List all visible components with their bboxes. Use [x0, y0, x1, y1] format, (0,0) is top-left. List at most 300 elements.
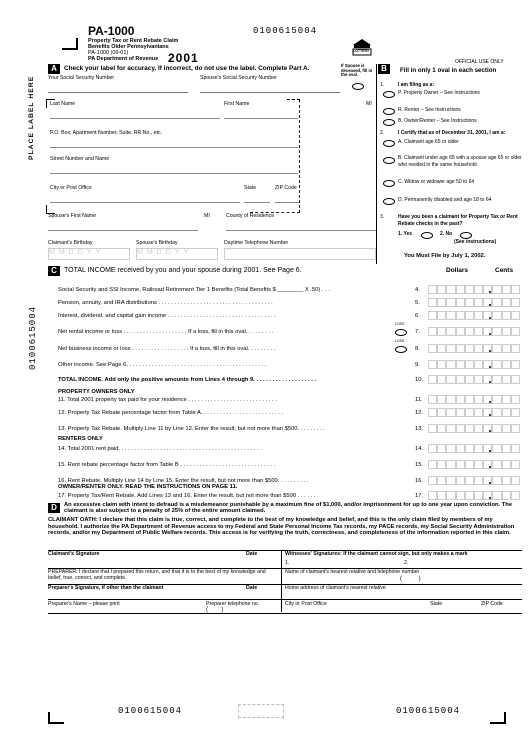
- income-line-number: 7.: [415, 329, 420, 335]
- digit-box: [465, 311, 474, 320]
- filing-renter-oval[interactable]: [383, 108, 395, 115]
- q2-number: 2.: [380, 130, 385, 136]
- income-line-number: 5.: [415, 300, 420, 306]
- digit-box: [502, 344, 511, 353]
- digit-box: [511, 327, 520, 336]
- po-box-label: P.O. Box, Apartment Number, Suite, RR No., etc.: [50, 130, 163, 136]
- form-title-2: Benefits Older Pennsylvanians: [88, 44, 169, 50]
- digit-box: [502, 460, 511, 469]
- income-line-text: 17. Property Tax/Rent Rebate. Add Lines 13 and 16. Enter the result, but not more than $500 . . . . . .: [58, 493, 316, 499]
- widow-oval[interactable]: [383, 180, 395, 187]
- line7-loss-oval[interactable]: [395, 329, 407, 336]
- spouse-first-label: Spouse's First Name: [48, 213, 96, 219]
- digit-box: [483, 344, 492, 353]
- digit-box: [474, 408, 483, 417]
- registration-mark-bottom-right: [490, 712, 506, 724]
- digit-box: [446, 360, 455, 369]
- digit-box: [437, 395, 446, 404]
- digit-box: [502, 476, 511, 485]
- digit-box: [428, 491, 437, 500]
- first-name-label: First Name: [224, 101, 250, 107]
- spouse-birthday-input[interactable]: MMDDYY: [136, 248, 218, 260]
- digit-box: [428, 408, 437, 417]
- decimal-point: [489, 414, 491, 416]
- digit-box: [474, 344, 483, 353]
- digit-box: [437, 444, 446, 453]
- filing-owner-oval[interactable]: [383, 91, 395, 98]
- digit-box: [492, 395, 501, 404]
- q3-no-label: 2. No: [440, 231, 453, 237]
- zip-label: ZIP Code: [275, 185, 297, 191]
- digit-box: [474, 311, 483, 320]
- digit-box: [492, 476, 501, 485]
- filing-owner-renter-oval[interactable]: [383, 119, 395, 126]
- digit-box: [465, 395, 474, 404]
- digit-box: [465, 327, 474, 336]
- digit-box: [474, 298, 483, 307]
- age-65-oval[interactable]: [383, 140, 395, 147]
- digit-box: [465, 375, 474, 384]
- digit-box: [483, 476, 492, 485]
- digit-box: [474, 360, 483, 369]
- digit-box: [502, 327, 511, 336]
- spouse-65-label: B. Claimant under age 65 with a spouse age 65 or older who resided in the same household: [398, 155, 522, 168]
- income-line-number: 9.: [415, 362, 420, 368]
- digit-box: [483, 311, 492, 320]
- digit-box: [511, 375, 520, 384]
- digit-box: [483, 460, 492, 469]
- birthday-label: Claimant's Birthday: [48, 240, 93, 246]
- decimal-point: [489, 350, 491, 352]
- q1-text: I am filing as a:: [398, 82, 435, 88]
- digit-box: [502, 444, 511, 453]
- digit-box: [492, 444, 501, 453]
- spouse-mi-label: MI: [204, 213, 210, 219]
- digit-box: [446, 460, 455, 469]
- tax-year: 2001: [168, 51, 199, 65]
- digit-box: [437, 285, 446, 294]
- digit-box: [474, 327, 483, 336]
- digit-box: [437, 460, 446, 469]
- filing-renter-label: R. Renter – See Instructions: [398, 107, 461, 113]
- digit-box: [502, 298, 511, 307]
- home-address-label: Home address of claimant's nearest relative: [285, 585, 386, 591]
- digit-box: [483, 375, 492, 384]
- ssn-label: Your Social Security Number: [48, 75, 115, 81]
- line8-loss-oval[interactable]: [395, 346, 407, 353]
- digit-box: [502, 285, 511, 294]
- phone-label: Daytime Telephone Number: [224, 240, 289, 246]
- spouse-ssn-input[interactable]: [200, 82, 340, 93]
- income-line-text: Net business income or loss . . . . . . . . . . . . . . . . . . If a loss, fill in this oval. . . . . . . . .: [58, 346, 276, 352]
- section-a-letter: A: [48, 64, 60, 74]
- section-b-heading: Fill in only 1 oval in each section: [400, 67, 497, 74]
- loss-label-7: LOSS: [395, 322, 405, 326]
- dollars-label: Dollars: [446, 267, 469, 274]
- decimal-point: [489, 291, 491, 293]
- spouse-ssn-label: Spouse's Social Security Number: [200, 75, 277, 81]
- digit-box: [428, 444, 437, 453]
- income-line-text: Interest, dividend, and capital gain income . . . . . . . . . . . . . . . . . . . . . . . . . . . . . . . . . .: [58, 313, 276, 319]
- digit-box: [446, 311, 455, 320]
- income-line-number: 8.: [415, 346, 420, 352]
- section-b-divider: [376, 64, 377, 264]
- digit-box: [446, 298, 455, 307]
- q3-note: (See instructions): [454, 239, 497, 245]
- digit-box: [446, 344, 455, 353]
- digit-box: [456, 395, 465, 404]
- spouse-65-oval[interactable]: [383, 157, 395, 164]
- digit-box: [492, 285, 501, 294]
- income-line-number: 17.: [415, 493, 424, 499]
- cents-label: Cents: [495, 267, 514, 274]
- digit-box: [483, 360, 492, 369]
- amount-input[interactable]: [428, 344, 520, 353]
- digit-box: [474, 491, 483, 500]
- q3-no-oval[interactable]: [460, 232, 472, 239]
- digit-box: [465, 360, 474, 369]
- relative-phone-paren: ( ): [400, 576, 421, 582]
- digit-box: [511, 408, 520, 417]
- age-65-label: A. Claimant age 65 or older: [398, 139, 459, 145]
- decimal-point: [489, 366, 491, 368]
- digit-box: [474, 476, 483, 485]
- street-label: Street Number and Name: [50, 156, 110, 162]
- digit-box: [428, 375, 437, 384]
- digit-box: [437, 424, 446, 433]
- digit-box: [483, 327, 492, 336]
- q3-yes-oval[interactable]: [421, 232, 433, 239]
- state-label: State: [244, 185, 257, 191]
- spouse-birthday-label: Spouse's Birthday: [136, 240, 178, 246]
- city-input[interactable]: [50, 192, 240, 203]
- income-line-number: 15.: [415, 462, 424, 468]
- preparer-phone-label: Preparer telephone no.: [206, 601, 260, 607]
- digit-box: [437, 408, 446, 417]
- amount-input[interactable]: [428, 460, 520, 469]
- income-line-text: Social Security and SSI Income, Railroad Retirement Tier 1 Benefits (Total Benefits $ ________ X .50) . . .: [58, 287, 330, 293]
- sig-rule-bottom: [48, 613, 522, 614]
- fraud-warning: An excessive claim with intent to defraud is a misdemeanor punishable by a maximum fine of $1,000, and/or imprisonment for up to one year upon conviction. The claimant is also subject to a penalty of 25% of the entire amount claimed.: [64, 502, 513, 515]
- digit-box: [502, 491, 511, 500]
- digit-box: [446, 476, 455, 485]
- digit-box: [483, 444, 492, 453]
- claimant-oath: CLAIMANT OATH: I declare that this claim is true, correct, and complete to the best of my knowledge and belief, and this is the only claim filed by members of my household. I authorize the PA Department of Revenue access to my Federal and State Personal Income Tax records, my PACE records, my Social Security Administration records, and/or my Department of Public Welfare records. This access is for verifying the truth, correctness, and completeness of the information reported in this claim.: [48, 517, 515, 537]
- income-line-number: 14.: [415, 446, 424, 452]
- digit-box: [428, 460, 437, 469]
- digit-box: [502, 360, 511, 369]
- form-title-1: Property Tax or Rent Rebate Claim: [88, 38, 179, 44]
- digit-box: [465, 424, 474, 433]
- digit-box: [492, 298, 501, 307]
- digit-box: [511, 311, 520, 320]
- digit-box: [456, 298, 465, 307]
- footer-scan-box: [238, 704, 284, 718]
- digit-box: [437, 327, 446, 336]
- digit-box: [492, 375, 501, 384]
- barcode-number-bottom-right: 0100615004: [396, 706, 461, 716]
- digit-box: [428, 285, 437, 294]
- digit-box: [456, 460, 465, 469]
- preparer-declaration: PREPARER: I declare that I prepared this return, and that it is to the best of my knowledge and belief, true, correct, and complete.: [48, 569, 266, 581]
- digit-box: [492, 327, 501, 336]
- digit-box: [474, 424, 483, 433]
- income-line-number: 11.: [415, 397, 423, 403]
- decimal-point: [489, 450, 491, 452]
- digit-box: [511, 395, 520, 404]
- digit-box: [428, 311, 437, 320]
- digit-box: [465, 444, 474, 453]
- income-line-number: 10.: [415, 377, 424, 383]
- ssn-input[interactable]: [48, 82, 188, 93]
- digit-box: [492, 424, 501, 433]
- barcode-number-bottom-left: 0100615004: [118, 706, 183, 716]
- preparer-sig-label: Preparer's Signature, if other than the claimant: [48, 585, 164, 591]
- digit-box: [502, 311, 511, 320]
- digit-box: [502, 408, 511, 417]
- amount-input[interactable]: [428, 395, 520, 404]
- digit-box: [474, 460, 483, 469]
- digit-box: [502, 424, 511, 433]
- digit-box: [511, 476, 520, 485]
- spouse-deceased-oval[interactable]: [352, 83, 364, 90]
- lottery-logo: LOTTERY: [350, 38, 374, 58]
- decimal-point: [489, 430, 491, 432]
- q3-text: Have you been a claimant for Property Tax or Rent Rebate checks in the past?: [398, 214, 518, 227]
- income-line-number: 6.: [415, 313, 420, 319]
- state-input[interactable]: [244, 192, 270, 203]
- spouse-deceased-label: If Spouse is deceased, fill in the oval.: [341, 63, 373, 78]
- official-use-label: OFFICIAL USE ONLY: [455, 59, 504, 65]
- side-barcode: 0100615004: [28, 305, 38, 370]
- digit-box: [474, 285, 483, 294]
- income-line-text: 12. Property Tax Rebate percentage factor from Table A. . . . . . . . . . . . . . . . . . . . . . . . . .: [58, 410, 283, 416]
- section-d-letter: D: [48, 503, 60, 513]
- mi-label: MI: [366, 101, 372, 107]
- registration-mark-bottom-left: [48, 712, 64, 724]
- amount-input[interactable]: [428, 360, 520, 369]
- renters-only-heading: RENTERS ONLY: [58, 436, 103, 442]
- digit-box: [465, 408, 474, 417]
- amount-input[interactable]: [428, 491, 520, 500]
- decimal-point: [489, 466, 491, 468]
- digit-box: [456, 285, 465, 294]
- digit-box: [465, 491, 474, 500]
- digit-box: [492, 460, 501, 469]
- digit-box: [474, 444, 483, 453]
- section-c-heading: TOTAL INCOME received by you and your spouse during 2001. See Page 6.: [64, 267, 302, 274]
- phone-input[interactable]: [224, 248, 376, 260]
- income-line-text: 16. Rent Rebate. Multiply Line 14 by Line 15. Enter the result, but not more than $500. . . . . . . . . .: [58, 478, 309, 484]
- digit-box: [492, 311, 501, 320]
- disabled-label: D. Permanently disabled and age 18 to 64: [398, 197, 492, 203]
- claimant-signature-input[interactable]: [48, 558, 278, 568]
- digit-box: [437, 360, 446, 369]
- form-code: PA-1000 (09-01): [88, 50, 129, 56]
- income-line-text: 11. Total 2001 property tax paid for your residence . . . . . . . . . . . . . . . . . . . . . . . . . . . .: [58, 397, 277, 403]
- label-dashed-right: [299, 105, 300, 213]
- filing-owner-renter-label: B. Owner/Renter – See Instructions: [398, 118, 477, 124]
- digit-box: [446, 375, 455, 384]
- income-line-text: Pension, annuity, and IRA distributions . . . . . . . . . . . . . . . . . . . . . . . . . . . . . . . . . . . .: [58, 300, 273, 306]
- county-input[interactable]: [226, 220, 376, 231]
- section-c-letter: C: [48, 266, 60, 276]
- relative-city-label: City or Post Office: [285, 601, 327, 607]
- nearest-relative-label: Name of claimant's nearest relative and telephone number: [285, 569, 420, 575]
- digit-box: [456, 327, 465, 336]
- digit-box: [511, 491, 520, 500]
- digit-box: [428, 298, 437, 307]
- income-line-text: 15. Rent rebate percentage factor from Table B . . . . . . . . . . . . . . . . . . . . . . . . . . . . . .: [58, 462, 276, 468]
- amount-input[interactable]: [428, 285, 520, 294]
- claimant-sig-label: Claimant's Signature: [48, 551, 100, 557]
- digit-box: [456, 476, 465, 485]
- decimal-point: [489, 401, 491, 403]
- form-number: PA-1000: [88, 24, 135, 38]
- digit-box: [465, 344, 474, 353]
- owners-only-heading: PROPERTY OWNERS ONLY: [58, 389, 135, 395]
- digit-box: [446, 408, 455, 417]
- digit-box: [502, 395, 511, 404]
- disabled-oval[interactable]: [383, 198, 395, 205]
- amount-input[interactable]: [428, 375, 520, 384]
- income-line-number: 4.: [415, 287, 420, 293]
- digit-box: [437, 476, 446, 485]
- digit-box: [456, 360, 465, 369]
- digit-box: [428, 344, 437, 353]
- amount-input[interactable]: [428, 408, 520, 417]
- preparer-name-label: Preparer's Name – please print: [48, 601, 120, 607]
- po-box-input[interactable]: [50, 137, 298, 148]
- claimant-date-label: Date: [246, 551, 258, 557]
- digit-box: [511, 285, 520, 294]
- digit-box: [456, 311, 465, 320]
- decimal-point: [489, 333, 491, 335]
- spouse-first-input[interactable]: [48, 220, 198, 231]
- digit-box: [483, 408, 492, 417]
- barcode-number-top: 0100615004: [253, 26, 318, 36]
- income-line-text: Net rental income or loss . . . . . . . . . . . . . . . . . . . . If a loss, fill in this oval. . . . . . . . .: [58, 329, 274, 335]
- digit-box: [465, 460, 474, 469]
- section-b-letter: B: [378, 64, 390, 74]
- digit-box: [492, 360, 501, 369]
- digit-box: [483, 395, 492, 404]
- digit-box: [446, 327, 455, 336]
- digit-box: [511, 424, 520, 433]
- digit-box: [492, 408, 501, 417]
- last-name-label: Last Name: [50, 101, 76, 107]
- q3-yes-label: 1. Yes: [398, 231, 413, 237]
- digit-box: [465, 476, 474, 485]
- digit-box: [456, 375, 465, 384]
- q2-text: I Certify that as of December 31, 2001, I am a:: [398, 130, 506, 136]
- digit-box: [492, 491, 501, 500]
- digit-box: [474, 375, 483, 384]
- city-label: City or Post Office: [50, 185, 92, 191]
- digit-box: [483, 298, 492, 307]
- registration-mark-top-left: [62, 38, 78, 50]
- digit-box: [437, 311, 446, 320]
- digit-box: [456, 344, 465, 353]
- county-label: County of Residence: [226, 213, 275, 219]
- decimal-point: [489, 381, 491, 383]
- amount-input[interactable]: [428, 444, 520, 453]
- decimal-point: [489, 482, 491, 484]
- digit-box: [474, 395, 483, 404]
- income-line-number: 13.: [415, 426, 424, 432]
- digit-box: [511, 298, 520, 307]
- digit-box: [465, 298, 474, 307]
- digit-box: [483, 491, 492, 500]
- place-label-here: PLACE LABEL HERE: [28, 75, 35, 160]
- digit-box: [428, 360, 437, 369]
- digit-box: [511, 444, 520, 453]
- digit-box: [428, 424, 437, 433]
- income-line-text: 13. Property Tax Rebate. Multiply Line 11 by Line 12. Enter the result, but not more than $500. . . . . . . . .: [58, 426, 325, 432]
- digit-box: [446, 444, 455, 453]
- last-name-input[interactable]: [50, 108, 220, 119]
- digit-box: [437, 344, 446, 353]
- witness-label: Witnesses' Signatures: If the claimant cannot sign, but only makes a mark: [285, 551, 468, 557]
- income-line-text: Other income. See Page 6. . . . . . . . . . . . . . . . . . . . . . . . . . . . . . . . . . . . . . . . . . . .: [58, 362, 267, 368]
- digit-box: [456, 408, 465, 417]
- digit-box: [456, 444, 465, 453]
- relative-state-label: State: [430, 601, 443, 607]
- widow-label: C. Widow or widower age 50 to 64: [398, 179, 475, 185]
- sig-divider: [281, 550, 282, 612]
- amount-input[interactable]: [428, 476, 520, 485]
- digit-box: [511, 344, 520, 353]
- digit-box: [456, 424, 465, 433]
- witness-1: 1.: [285, 560, 290, 566]
- digit-box: [446, 395, 455, 404]
- digit-box: [446, 285, 455, 294]
- zip-input[interactable]: [275, 192, 299, 203]
- amount-input[interactable]: [428, 327, 520, 336]
- amount-input[interactable]: [428, 298, 520, 307]
- digit-box: [437, 375, 446, 384]
- digit-box: [465, 285, 474, 294]
- digit-box: [502, 375, 511, 384]
- owner-renter-heading: OWNER/RENTER ONLY. READ THE INSTRUCTIONS ON PAGE 11.: [58, 484, 238, 490]
- department: PA Department of Revenue: [88, 56, 159, 62]
- digit-box: [446, 491, 455, 500]
- amount-input[interactable]: [428, 311, 520, 320]
- amount-input[interactable]: [428, 424, 520, 433]
- preparer-date-label: Date: [246, 585, 258, 591]
- relative-zip-label: ZIP Code: [481, 601, 503, 607]
- decimal-point: [489, 317, 491, 319]
- digit-box: [456, 491, 465, 500]
- digit-box: [446, 424, 455, 433]
- q1-number: 1.: [380, 82, 385, 88]
- digit-box: [428, 327, 437, 336]
- income-line-text: 14. Total 2001 rent paid. . . . . . . . . . . . . . . . . . . . . . . . . . . . . . . . . . . . . . . . . . . . .: [58, 446, 262, 452]
- birthday-input[interactable]: MMDDYY: [48, 248, 130, 260]
- q3-number: 3.: [380, 214, 385, 220]
- first-name-input[interactable]: [224, 108, 298, 119]
- digit-box: [437, 298, 446, 307]
- digit-box: [483, 285, 492, 294]
- filing-owner-label: P. Property Owner – See Instructions: [398, 90, 480, 96]
- street-input[interactable]: [50, 163, 298, 174]
- preparer-phone-paren: ( ): [206, 607, 224, 613]
- income-line-text: TOTAL INCOME. Add only the positive amounts from Lines 4 through 9. . . . . . . . . . . . . . . . . . . .: [58, 377, 317, 383]
- loss-label-8: LOSS: [395, 339, 405, 343]
- income-line-number: 16.: [415, 478, 424, 484]
- filing-deadline: You Must File by July 1, 2002.: [404, 253, 486, 259]
- witness-2: 2.: [404, 560, 409, 566]
